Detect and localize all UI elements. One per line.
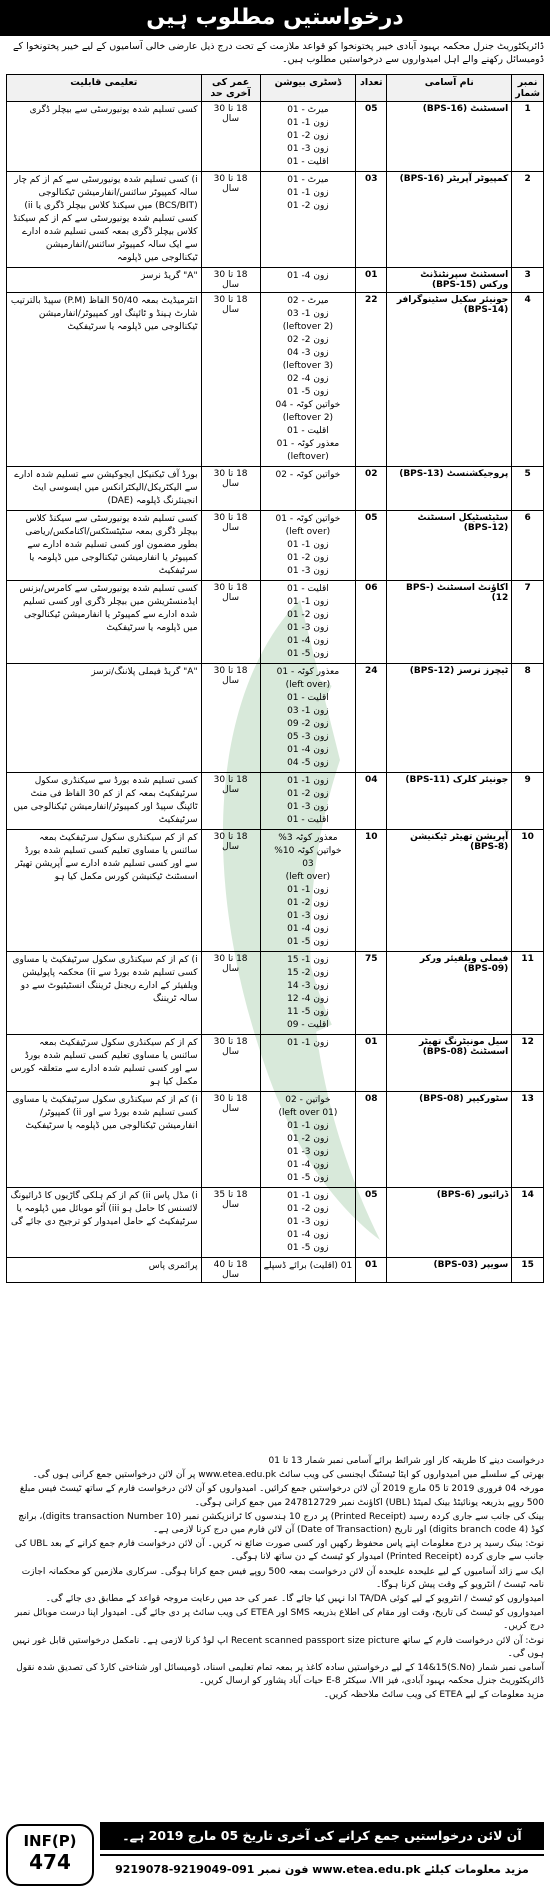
cell-quota (260, 664, 356, 773)
cell-age: 18 تا 30 سال (201, 581, 260, 664)
quota-line: 01 (اقلیت) برائے ڈسپلے (263, 1261, 353, 1271)
quota-line: زون 4- 01 (287, 1160, 329, 1170)
cell-quota (260, 102, 356, 172)
quota-line: زون 3- 01 (287, 144, 329, 154)
inf-badge (6, 1824, 94, 1886)
cell-age: 18 تا 30 سال (201, 293, 260, 467)
note-paragraph: نوٹ: بینک رسید پر درج معلومات اپنے پاس محفوظ رکھیں اور کسی صورت ضائع نہ کریں۔ آن لائن درخواست فارم جمع کرانے کے بعد UBL کی جانب سے جاری کردہ (Printed Receipt) امیدوار کو ٹیسٹ کے دن ساتھ لانا ہوگی۔ (15, 1539, 544, 1563)
note-paragraph: نوٹ: آن لائن درخواست فارم کے ساتھ Recent scanned passport size picture اپ لوڈ کرنا لازمی ہے۔ نامکمل درخواستیں قابل غور نہیں ہوں گی۔ (12, 1635, 544, 1659)
quota-line: زون 3- 01 (287, 1147, 329, 1157)
cell-post: سٹیٹسٹیکل اسسٹنٹ (BPS-12) (387, 511, 512, 581)
cell-quota (260, 1092, 356, 1188)
cell-qualification: بورڈ آف ٹیکنیکل ایجوکیشن سے تسلیم شدہ ادارے سے الیکٹریکل/الیکٹرانکس میں ایسوسی ایٹ انجینئرنگ ڈپلومہ (DAE) (7, 467, 202, 511)
quota-line: میرٹ - 01 (287, 175, 329, 185)
cell-sr: 14 (512, 1188, 544, 1258)
cell-sr: 3 (512, 268, 544, 293)
cell-count: 01 (356, 268, 387, 293)
quota-line: زون 1- 01 (287, 1038, 329, 1048)
header-count: تعداد (356, 75, 387, 102)
quota-line: زون 3- 01 (287, 911, 329, 921)
cell-count: 04 (356, 773, 387, 830)
quota-line: زون 2- 15 (287, 968, 329, 978)
intro-text: ڈائریکٹوریٹ جنرل محکمہ بہبود آبادی خیبر پختونخوا کو قواعد ملازمت کے تحت درج ذیل عارضی خالی آسامیوں کے لیے خیبر پختونخوا کے ڈومیسائل رکھنے والے اہل امیدواروں سے درخواستیں مطلوب ہیں۔ (12, 41, 544, 65)
quota-line: زون 5- 01 (287, 649, 329, 659)
header-sr: نمبر شمار (512, 75, 544, 102)
quota-line: معذور کوٹہ 3% (278, 833, 338, 843)
table-row (7, 1092, 544, 1188)
quota-line: (3 leftover) (282, 361, 334, 371)
quota-line: زون 1- 01 (287, 885, 329, 895)
cell-post: اسسٹنٹ (BPS-16) (387, 102, 512, 172)
quota-line: زون 5- 04 (287, 758, 329, 768)
cell-post: اسسٹنٹ سپرنٹنڈنٹ ورکس (BPS-15) (387, 268, 512, 293)
quota-line: خواتین کوٹہ - 04 (275, 400, 341, 410)
cell-quota (260, 268, 356, 293)
instructions-section (6, 1455, 544, 1704)
cell-count: 06 (356, 581, 387, 664)
note-paragraph: آسامی نمبر شمار (S.No)14&15 کے لیے درخواستیں سادہ کاغذ پر بمعہ تمام تعلیمی اسناد، ڈومیسائل اور شناختی کارڈ کی تصدیق شدہ نقول ڈائریکٹوریٹ جنرل محکمہ بہبود آبادی، فیز VII، سیکٹر E-8 حیات آباد پشاور کو ارسال کریں۔ (16, 1663, 544, 1687)
cell-sr: 15 (512, 1258, 544, 1283)
header-post: نام آسامی (387, 75, 512, 102)
cell-sr: 11 (512, 952, 544, 1035)
cell-sr: 4 (512, 293, 544, 467)
table-row (7, 1035, 544, 1092)
quota-line: (01 left over) (278, 1108, 338, 1118)
quota-line: (left over) (285, 680, 331, 690)
quota-line: زون 2- 01 (287, 898, 329, 908)
quota-line: زون 4- 01 (287, 745, 329, 755)
cell-age: 18 تا 30 سال (201, 664, 260, 773)
quota-line: زون 5- 01 (287, 1243, 329, 1253)
quota-line: زون 1- 15 (287, 955, 329, 965)
cell-age: 18 تا 30 سال (201, 467, 260, 511)
table-row (7, 1188, 544, 1258)
quota-line: زون 3- 05 (287, 732, 329, 742)
cell-quota (260, 581, 356, 664)
cell-count: 22 (356, 293, 387, 467)
cell-quota (260, 1188, 356, 1258)
quota-line: زون 5- 01 (287, 1173, 329, 1183)
deadline-bar: آن لائن درخواستیں جمع کرانے کی آخری تاریخ 05 مارچ 2019 ہے۔ (100, 1822, 544, 1850)
quota-line: اقلیت - 01 (287, 815, 329, 825)
cell-sr: 12 (512, 1035, 544, 1092)
cell-post: ڈرائیور (BPS-6) (387, 1188, 512, 1258)
cell-sr: 10 (512, 830, 544, 952)
table-row (7, 952, 544, 1035)
quota-line: میرٹ - 01 (287, 105, 329, 115)
page-title: درخواستیں مطلوب ہیں (0, 0, 550, 36)
quota-line: زون 3- 01 (287, 1217, 329, 1227)
cell-age: 18 تا 30 سال (201, 172, 260, 268)
quota-line: زون 2- 01 (287, 553, 329, 563)
cell-quota (260, 293, 356, 467)
cell-sr: 9 (512, 773, 544, 830)
cell-count: 01 (356, 1035, 387, 1092)
badge-line2: 474 (29, 1850, 71, 1874)
quota-line: خواتین کوٹہ 10% (274, 846, 342, 856)
cell-sr: 5 (512, 467, 544, 511)
cell-quota (260, 172, 356, 268)
cell-count: 75 (356, 952, 387, 1035)
quota-line: زون 2- 01 (287, 1134, 329, 1144)
cell-qualification: i) کسی تسلیم شدہ یونیورسٹی سے کم از کم چار سالہ کمپیوٹر سائنس/انفارمیشن ٹیکنالوجی (BCS/BIT) میں سیکنڈ کلاس بیچلر ڈگری یا ii) کسی تسلیم شدہ یونیورسٹی سے کم از کم سیکنڈ کلاس بیچلر ڈگری بمعہ کسی تسلیم شدہ ادارے سے ایک سالہ کمپیوٹر سائنس/انفارمیشن ٹیکنالوجی میں ڈپلومہ (7, 172, 202, 268)
jobs-table (6, 74, 544, 1283)
quota-line: زون 4- 01 (287, 924, 329, 934)
cell-count: 01 (356, 1258, 387, 1283)
note-paragraph: درخواست دینے کا طریقہ کار اور شرائط برائے آسامی نمبر شمار 13 تا 01 (268, 1456, 544, 1466)
table-row (7, 773, 544, 830)
cell-count: 05 (356, 102, 387, 172)
cell-post: ٹیچرز نرسز (BPS-12) (387, 664, 512, 773)
cell-quota (260, 511, 356, 581)
contact-bar: مزید معلومات کیلئے www.etea.edu.pk فون نمبر 091-9219049-9219078 (100, 1854, 544, 1884)
quota-line: زون 5- 01 (287, 387, 329, 397)
quota-line: زون 1- 01 (287, 540, 329, 550)
quota-line: زون 2- 01 (287, 201, 329, 211)
quota-line: زون 5- 11 (287, 1007, 329, 1017)
quota-line: میرٹ - 02 (287, 296, 329, 306)
cell-qualification: کسی تسلیم شدہ یونیورسٹی سے کامرس/بزنس ایڈمنسٹریشن میں بیچلر ڈگری اور کسی تسلیم شدہ ادارے سے کمپیوٹر یا انفارمیشن ٹیکنالوجی میں ڈپلومہ یا سرٹیفکیٹ (7, 581, 202, 664)
quota-line: زون 4- 02 (287, 374, 329, 384)
quota-line: زون 2- 01 (287, 131, 329, 141)
quota-line: زون 4- 01 (287, 271, 329, 281)
quota-line: اقلیت - 01 (287, 426, 329, 436)
cell-post: جونیئر سکیل سٹینوگرافر (BPS-14) (387, 293, 512, 467)
quota-line: زون 1- 01 (287, 1191, 329, 1201)
quota-line: (2 leftover) (282, 322, 334, 332)
quota-line: زون 1- 03 (287, 309, 329, 319)
quota-line: زون 1- 01 (287, 118, 329, 128)
quota-line: خواتین کوٹہ - 02 (275, 470, 341, 480)
table-row (7, 293, 544, 467)
cell-post: سویپر (BPS-03) (387, 1258, 512, 1283)
cell-count: 05 (356, 511, 387, 581)
quota-line: زون 2- 09 (287, 719, 329, 729)
quota-line: زون 3- 01 (287, 802, 329, 812)
quota-line: زون 2- 01 (287, 1204, 329, 1214)
quota-line: زون 2- 02 (287, 335, 329, 345)
table-row (7, 581, 544, 664)
cell-post: پروجیکشنسٹ (BPS-13) (387, 467, 512, 511)
badge-line1: INF(P) (23, 1832, 77, 1850)
cell-qualification: کسی تسلیم شدہ یونیورسٹی سے بیچلر ڈگری (7, 102, 202, 172)
cell-sr: 1 (512, 102, 544, 172)
quota-line: 03 (302, 859, 314, 869)
quota-line: زون 3- 04 (287, 348, 329, 358)
cell-count: 24 (356, 664, 387, 773)
cell-post: کمپیوٹر آپریٹر (BPS-16) (387, 172, 512, 268)
note-paragraph: بھرتی کے سلسلے میں امیدواروں کو ایٹا ٹیسٹنگ ایجنسی کی ویب سائٹ www.etea.edu.pk پر آن لائن درخواستیں جمع کرانی ہوں گی۔ (32, 1470, 544, 1481)
quota-line: زون 1- 01 (287, 776, 329, 786)
quota-line: (2 leftover) (282, 413, 334, 423)
cell-age: 18 تا 30 سال (201, 1092, 260, 1188)
cell-age: 18 تا 30 سال (201, 773, 260, 830)
quota-line: زون 4- 12 (287, 994, 329, 1004)
cell-qualification: "A" گریڈ نرسز (7, 268, 202, 293)
quota-line: (leftover) (287, 452, 329, 462)
cell-quota (260, 1035, 356, 1092)
quota-line: خواتین - 02 (285, 1095, 331, 1105)
cell-count: 03 (356, 172, 387, 268)
note-paragraph: امیدواروں کو ٹیسٹ / انٹرویو کے لیے کوئی TA/DA ادا نہیں کیا جائے گا۔ عمر کی حد میں رعایت مروجہ قواعد کے مطابق دی جائے گی۔ (45, 1594, 544, 1605)
quota-line: زون 4- 01 (287, 636, 329, 646)
quota-line: زون 2- 01 (287, 789, 329, 799)
cell-qualification: انٹرمیڈیٹ بمعہ 50/40 الفاظ (P.M) سپیڈ بالترتیب شارٹ ہینڈ و ٹائپنگ اور کمپیوٹر/انفارمیشن ٹیکنالوجی میں ڈپلومہ یا سرٹیفکیٹ (7, 293, 202, 467)
cell-post: جونیئر کلرک (BPS-11) (387, 773, 512, 830)
cell-age: 18 تا 30 سال (201, 102, 260, 172)
quota-line: زون 1- 01 (287, 1121, 329, 1131)
cell-post: فیملی ویلفیئر ورکر (BPS-09) (387, 952, 512, 1035)
table-row (7, 102, 544, 172)
cell-qualification: i) کم از کم سیکنڈری سکول سرٹیفکیٹ یا مساوی کسی تسلیم شدہ بورڈ سے ii) محکمہ پاپولیشن ویلفیئر کے ادارے ریجنل ٹریننگ انسٹیٹیوٹ سے دو سالہ ٹریننگ (7, 952, 202, 1035)
cell-count: 08 (356, 1092, 387, 1188)
cell-qualification: پرائمری پاس (7, 1258, 202, 1283)
cell-age: 18 تا 30 سال (201, 830, 260, 952)
note-paragraph: امیدواروں کو ٹیسٹ کی تاریخ، وقت اور مقام کی اطلاع بذریعہ SMS اور ETEA کی ویب سائٹ پر دی جائے گی۔ امیدوار اپنا درست موبائل نمبر درج کریں۔ (14, 1608, 544, 1632)
cell-age: 18 تا 30 سال (201, 268, 260, 293)
cell-qualification: i) مڈل پاس ii) کم از کم ہلکی گاڑیوں کا ڈرائیونگ لائسنس کا حامل ہو iii) آٹو موبائل میں ڈپلومہ یا سرٹیفکیٹ کے حامل امیدوار کو ترجیح دی جائے گی (7, 1188, 202, 1258)
cell-age: 18 تا 35 سال (201, 1188, 260, 1258)
quota-line: اقلیت - 01 (287, 693, 329, 703)
quota-line: (left over) (285, 872, 331, 882)
cell-quota (260, 1258, 356, 1283)
footer (0, 1818, 550, 1889)
quota-line: زون 1- 01 (287, 188, 329, 198)
quota-line: زون 3- 14 (287, 981, 329, 991)
cell-sr: 7 (512, 581, 544, 664)
quota-line: زون 1- 03 (287, 706, 329, 716)
note-paragraph: مزید معلومات کے لیے ETEA کی ویب سائٹ ملاحظہ کریں۔ (323, 1690, 544, 1701)
cell-qualification: کسی تسلیم شدہ بورڈ سے سیکنڈری سکول سرٹیفکیٹ بمعہ کم از کم 30 الفاظ فی منٹ ٹائپنگ سپیڈ اور کمپیوٹر/انفارمیشن ٹیکنالوجی میں سرٹیفکیٹ (7, 773, 202, 830)
quota-line: اقلیت - 01 (287, 584, 329, 594)
table-row (7, 1258, 544, 1283)
quota-line: اقلیت - 01 (287, 157, 329, 167)
cell-age: 18 تا 30 سال (201, 511, 260, 581)
cell-quota (260, 952, 356, 1035)
quota-line: زون 5- 01 (287, 937, 329, 947)
quota-line: معذور کوٹہ - 01 (276, 439, 340, 449)
note-paragraph: بینک کی جانب سے جاری کردہ رسید (Printed Receipt) پر درج 10 ہندسوں کا ٹرانزیکشن نمبر (10 digits transaction Number)، برانچ کوڈ (4 digits branch code) اور تاریخ (Date of Transaction) آن لائن فارم میں درج کرنا لازمی ہے۔ (18, 1511, 544, 1536)
header-quota: ڈسٹری بیوشن (260, 75, 356, 102)
cell-sr: 6 (512, 511, 544, 581)
quota-line: خواتین کوٹہ - 01 (275, 514, 341, 524)
cell-post: آپریشن تھیٹر ٹیکنیشن (BPS-8) (387, 830, 512, 952)
table-row (7, 830, 544, 952)
table-row (7, 664, 544, 773)
cell-age: 18 تا 30 سال (201, 952, 260, 1035)
cell-age: 18 تا 40 سال (201, 1258, 260, 1283)
cell-post: اکاؤنٹ اسسٹنٹ (BPS-12) (387, 581, 512, 664)
quota-line: زون 3- 01 (287, 566, 329, 576)
cell-count: 05 (356, 1188, 387, 1258)
table-row (7, 172, 544, 268)
cell-qualification: "A" گریڈ فیملی پلاننگ/نرسز (7, 664, 202, 773)
cell-count: 10 (356, 830, 387, 952)
cell-sr: 2 (512, 172, 544, 268)
cell-qualification: کم از کم سیکنڈری سکول سرٹیفکیٹ بمعہ سائنس یا مساوی تعلیم کسی تسلیم شدہ بورڈ سے اور کسی تسلیم شدہ ادارے سے آپریشن تھیٹر اسسٹنٹ ٹیکنیشن کورس مکمل کیا ہو (7, 830, 202, 952)
cell-count: 02 (356, 467, 387, 511)
quota-line: زون 1- 01 (287, 597, 329, 607)
cell-sr: 13 (512, 1092, 544, 1188)
table-row (7, 467, 544, 511)
cell-post: سیل مونیٹرنگ تھیٹر اسسٹنٹ (BPS-08) (387, 1035, 512, 1092)
header-qualification: تعلیمی قابلیت (7, 75, 202, 102)
quota-line: زون 3- 01 (287, 623, 329, 633)
cell-qualification: کم از کم سیکنڈری سکول سرٹیفکیٹ بمعہ سائنس یا مساوی تعلیم کسی تسلیم شدہ بورڈ سے اور کسی تسلیم شدہ ادارے سے متعلقہ کورس مکمل کیا ہو (7, 1035, 202, 1092)
cell-qualification: i) کم از کم سیکنڈری سکول سرٹیفکیٹ یا مساوی کسی تسلیم شدہ بورڈ سے اور ii) کمپیوٹر/انفارمیشن ٹیکنالوجی میں ڈپلومہ یا سرٹیفکیٹ (7, 1092, 202, 1188)
cell-quota (260, 830, 356, 952)
quota-line: زون 2- 01 (287, 610, 329, 620)
note-paragraph: مورخہ 04 فروری 2019 تا 05 مارچ 2019 آن لائن درخواستیں جمع کرائیں۔ امیدواروں کو آن لائن درخواست فارم کے ساتھ ٹیسٹ فیس مبلغ 500 روپے بذریعہ یونائیٹڈ بینک لمیٹڈ (UBL) اکاؤنٹ نمبر 247812729 میں جمع کرانی ہوگی۔ (19, 1484, 544, 1508)
quota-line: زون 4- 01 (287, 1230, 329, 1240)
table-row (7, 268, 544, 293)
cell-sr: 8 (512, 664, 544, 773)
quota-line: (left over) (285, 527, 331, 537)
header-age: عمر کی آخری حد (201, 75, 260, 102)
cell-age: 18 تا 30 سال (201, 1035, 260, 1092)
quota-line: اقلیت - 09 (287, 1020, 329, 1030)
cell-post: سٹورکیپر (BPS-08) (387, 1092, 512, 1188)
table-header-row (7, 75, 544, 102)
note-paragraph: ایک سے زائد آسامیوں کے لیے علیحدہ علیحدہ آن لائن درخواست بمعہ 500 روپے فیس جمع کرانا ہوگی۔ سرکاری ملازمین کو محکمانہ اجازت نامہ ٹیسٹ / انٹرویو کے وقت پیش کرنا ہوگا۔ (21, 1566, 544, 1590)
cell-quota (260, 773, 356, 830)
cell-quota (260, 467, 356, 511)
table-row (7, 511, 544, 581)
cell-qualification: کسی تسلیم شدہ یونیورسٹی سے سیکنڈ کلاس بیچلر ڈگری بمعہ سٹیٹسٹکس/اکنامکس/ریاضی بطور مضمون اور کسی تسلیم شدہ ادارے سے کمپیوٹر یا انفارمیشن ٹیکنالوجی میں ڈپلومہ یا سرٹیفکیٹ (7, 511, 202, 581)
quota-line: معذور کوٹہ - 01 (276, 667, 340, 677)
